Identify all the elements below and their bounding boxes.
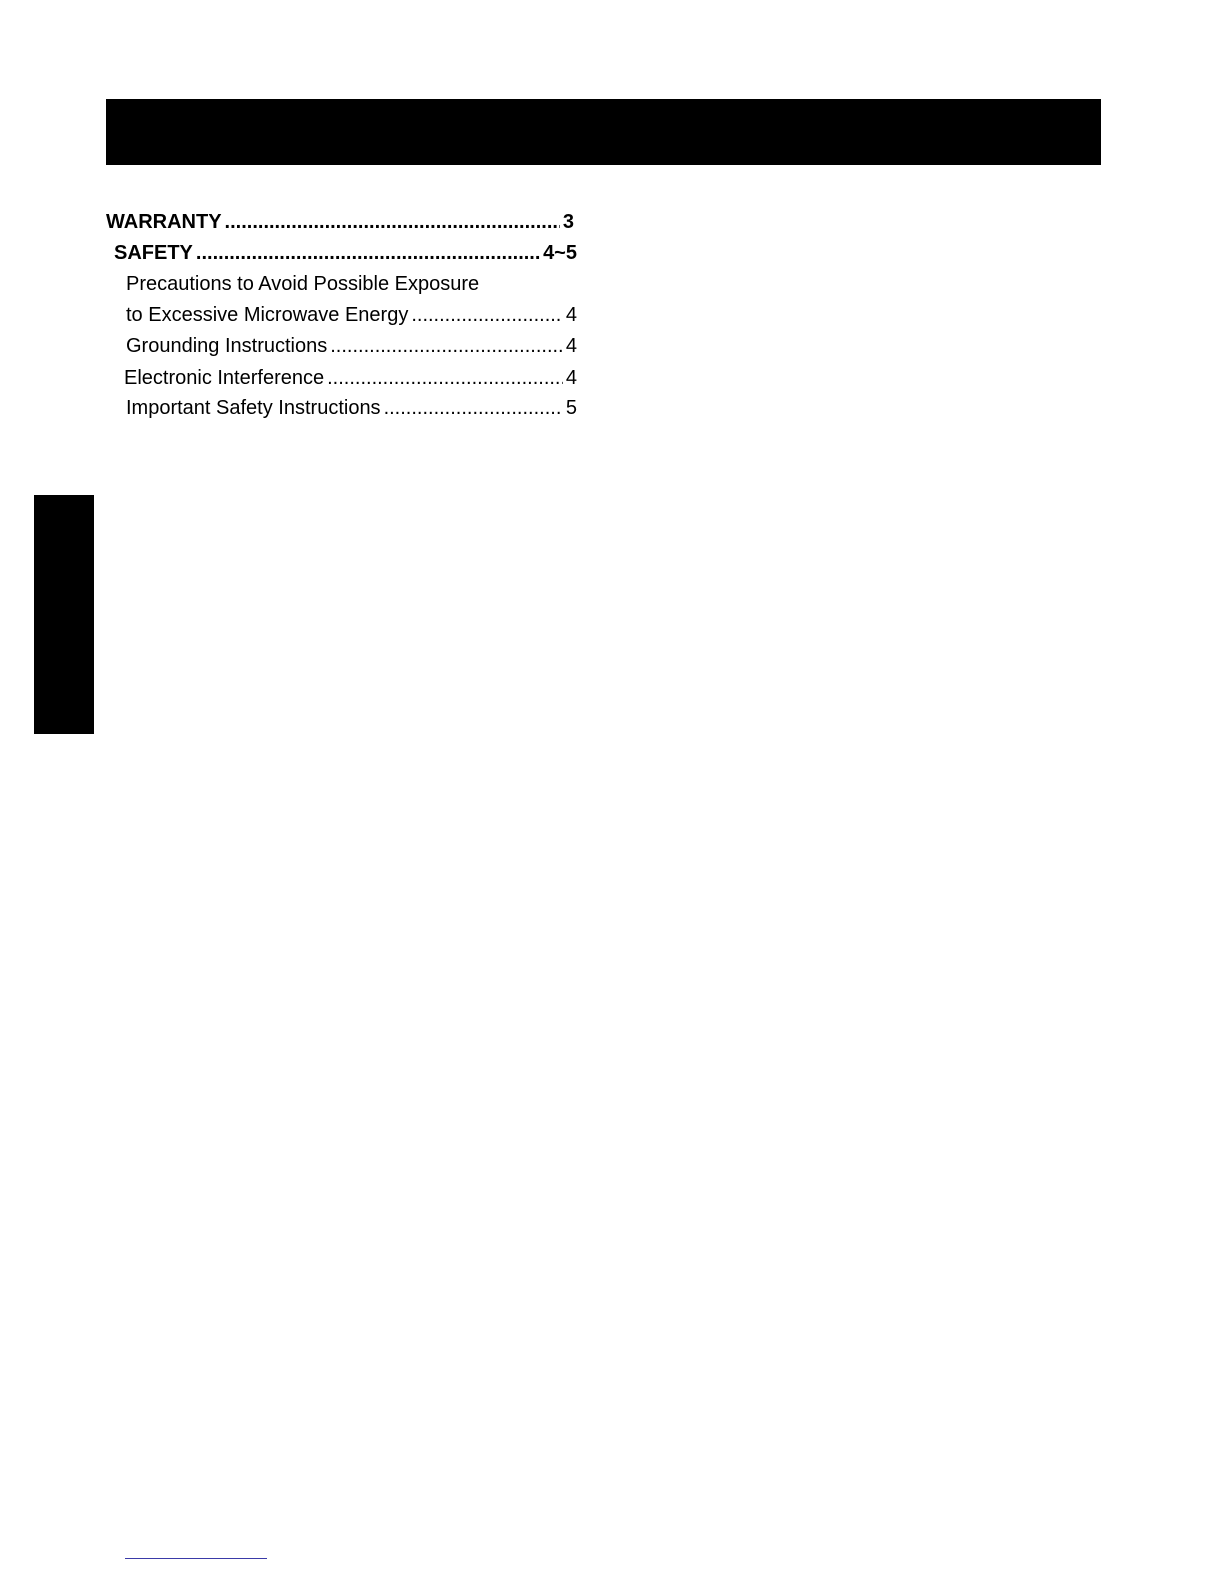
toc-dot-leader xyxy=(330,334,563,358)
toc-dot-leader xyxy=(327,366,563,390)
toc-entry-title: to Excessive Microwave Energy xyxy=(126,304,409,326)
toc-entry-electronic-interference[interactable] xyxy=(124,366,577,390)
toc-entry-safety[interactable] xyxy=(114,241,577,265)
toc-page-number: 5 xyxy=(565,397,577,419)
toc-dot-leader xyxy=(411,303,563,327)
toc-page-number: 4 xyxy=(565,367,577,389)
toc-entry-title: SAFETY xyxy=(114,242,193,264)
toc-entry-warranty[interactable] xyxy=(106,210,574,234)
toc-entry-title: Grounding Instructions xyxy=(126,335,328,357)
toc-entry-title: WARRANTY xyxy=(106,211,222,233)
toc-entry-grounding[interactable] xyxy=(126,334,577,358)
toc-dot-leader xyxy=(225,210,560,234)
toc-dot-leader xyxy=(384,396,563,420)
toc-dot-leader xyxy=(196,241,540,265)
toc-entry-title: Electronic Interference xyxy=(124,367,325,389)
toc-entry-precautions-line2[interactable] xyxy=(126,303,577,327)
toc-page-number: 3 xyxy=(562,211,574,233)
toc-page-number: 4 xyxy=(565,304,577,326)
toc-entry-title: Important Safety Instructions xyxy=(126,397,381,419)
toc-entry-important-safety[interactable] xyxy=(126,396,577,420)
toc-page-number: 4~5 xyxy=(543,242,577,264)
table-of-contents xyxy=(0,0,1224,600)
toc-entry-precautions-line1[interactable]: Precautions to Avoid Possible Exposure xyxy=(126,273,480,295)
footer-rule xyxy=(125,1558,267,1559)
toc-page-number: 4 xyxy=(565,335,577,357)
